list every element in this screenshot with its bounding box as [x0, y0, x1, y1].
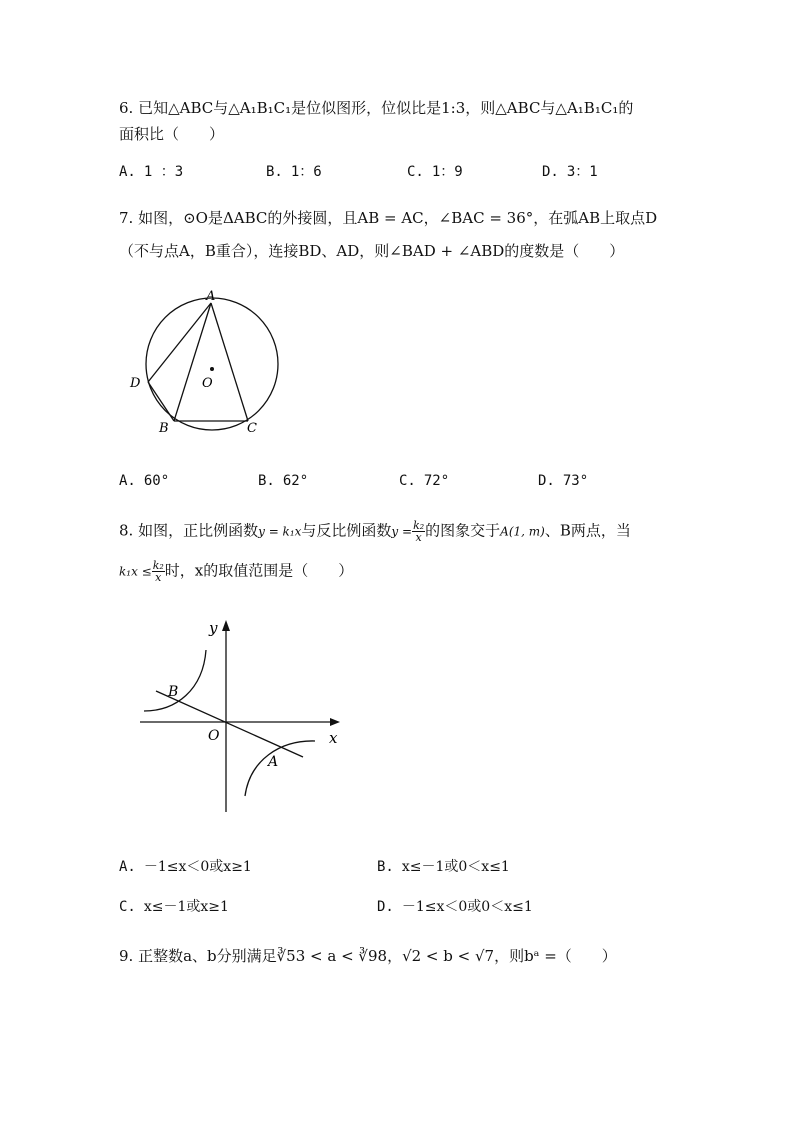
label-d: D — [130, 376, 141, 391]
q9-stem-line1: 9. 正整数a、b分别满足∛53 < a < ∛98，√2 < b < √7，则bᵃ =（ ） — [119, 947, 617, 965]
q7-option-d[interactable]: D. 73° — [538, 473, 589, 489]
q6-option-d[interactable]: D. 3：1 — [542, 164, 598, 180]
label-x: x — [329, 729, 338, 747]
center-point — [210, 367, 214, 371]
label-y: y — [209, 619, 218, 637]
q8-stem-line2: k₁x ≤ $\frac{\text{k₂}}{x}$ 时，x的取值范围是（ ） — [119, 559, 354, 584]
circle-o — [146, 298, 278, 430]
q7-option-c[interactable]: C. 72° — [399, 473, 450, 489]
q7-stem-line1: 7. 如图，⊙O是ΔABC的外接圆，且AB = AC，∠BAC = 36°，在弧AB上取点D — [119, 209, 658, 227]
q6-option-b[interactable]: B. 1：6 — [266, 164, 322, 180]
q8-graph-figure — [130, 612, 350, 817]
x-axis-arrow — [330, 718, 340, 726]
q8-option-b[interactable]: B. x≤－1或0＜x≤1 — [377, 859, 510, 875]
hyperbola-branch-lower-right — [245, 741, 315, 796]
q7-option-a[interactable]: A. 60° — [119, 473, 170, 489]
fraction-k2-over-x-2: $\frac{\text{k₂}}{x}$ — [152, 559, 164, 584]
q7-stem-line2: （不与点A，B重合），连接BD、AD，则∠BAD + ∠ABD的度数是（ ） — [119, 242, 625, 260]
segment-ab — [174, 303, 211, 421]
q6-stem-line2: 面积比（ ） — [119, 125, 225, 143]
q6-option-c[interactable]: C. 1：9 — [407, 164, 463, 180]
label-b: B — [159, 421, 169, 436]
segment-ad — [148, 303, 211, 382]
q8-stem-line1: 8. 如图，正比例函数y = k₁x与反比例函数y = $\frac{\text{k₂}}{x}$ 的图象交于A(1, m)、B两点，当 — [119, 519, 631, 544]
q7-option-b[interactable]: B. 62° — [258, 473, 309, 489]
label-o: O — [202, 376, 213, 391]
hyperbola-branch-upper-left — [144, 650, 206, 711]
q6-stem-line1: 6. 已知△ABC与△A₁B₁C₁是位似图形，位似比是1:3，则△ABC与△A₁B₁C₁的 — [119, 99, 634, 117]
y-axis-arrow — [222, 620, 230, 631]
q7-circle-figure — [120, 285, 290, 440]
segment-ac — [211, 303, 248, 421]
q8-option-a[interactable]: A. －1≤x＜0或x≥1 — [119, 859, 252, 875]
segment-bd — [148, 382, 174, 421]
label-a: A — [206, 289, 216, 304]
q8-option-d[interactable]: D. －1≤x＜0或0＜x≤1 — [377, 899, 533, 915]
label-origin: O — [208, 728, 220, 744]
q6-option-a[interactable]: A. 1 ：3 — [119, 164, 184, 180]
label-a-point: A — [268, 754, 279, 770]
q8-option-c[interactable]: C. x≤－1或x≥1 — [119, 899, 229, 915]
label-c: C — [247, 421, 257, 436]
label-b-point: B — [168, 684, 179, 700]
fraction-k2-over-x: $\frac{\text{k₂}}{x}$ — [413, 519, 425, 544]
